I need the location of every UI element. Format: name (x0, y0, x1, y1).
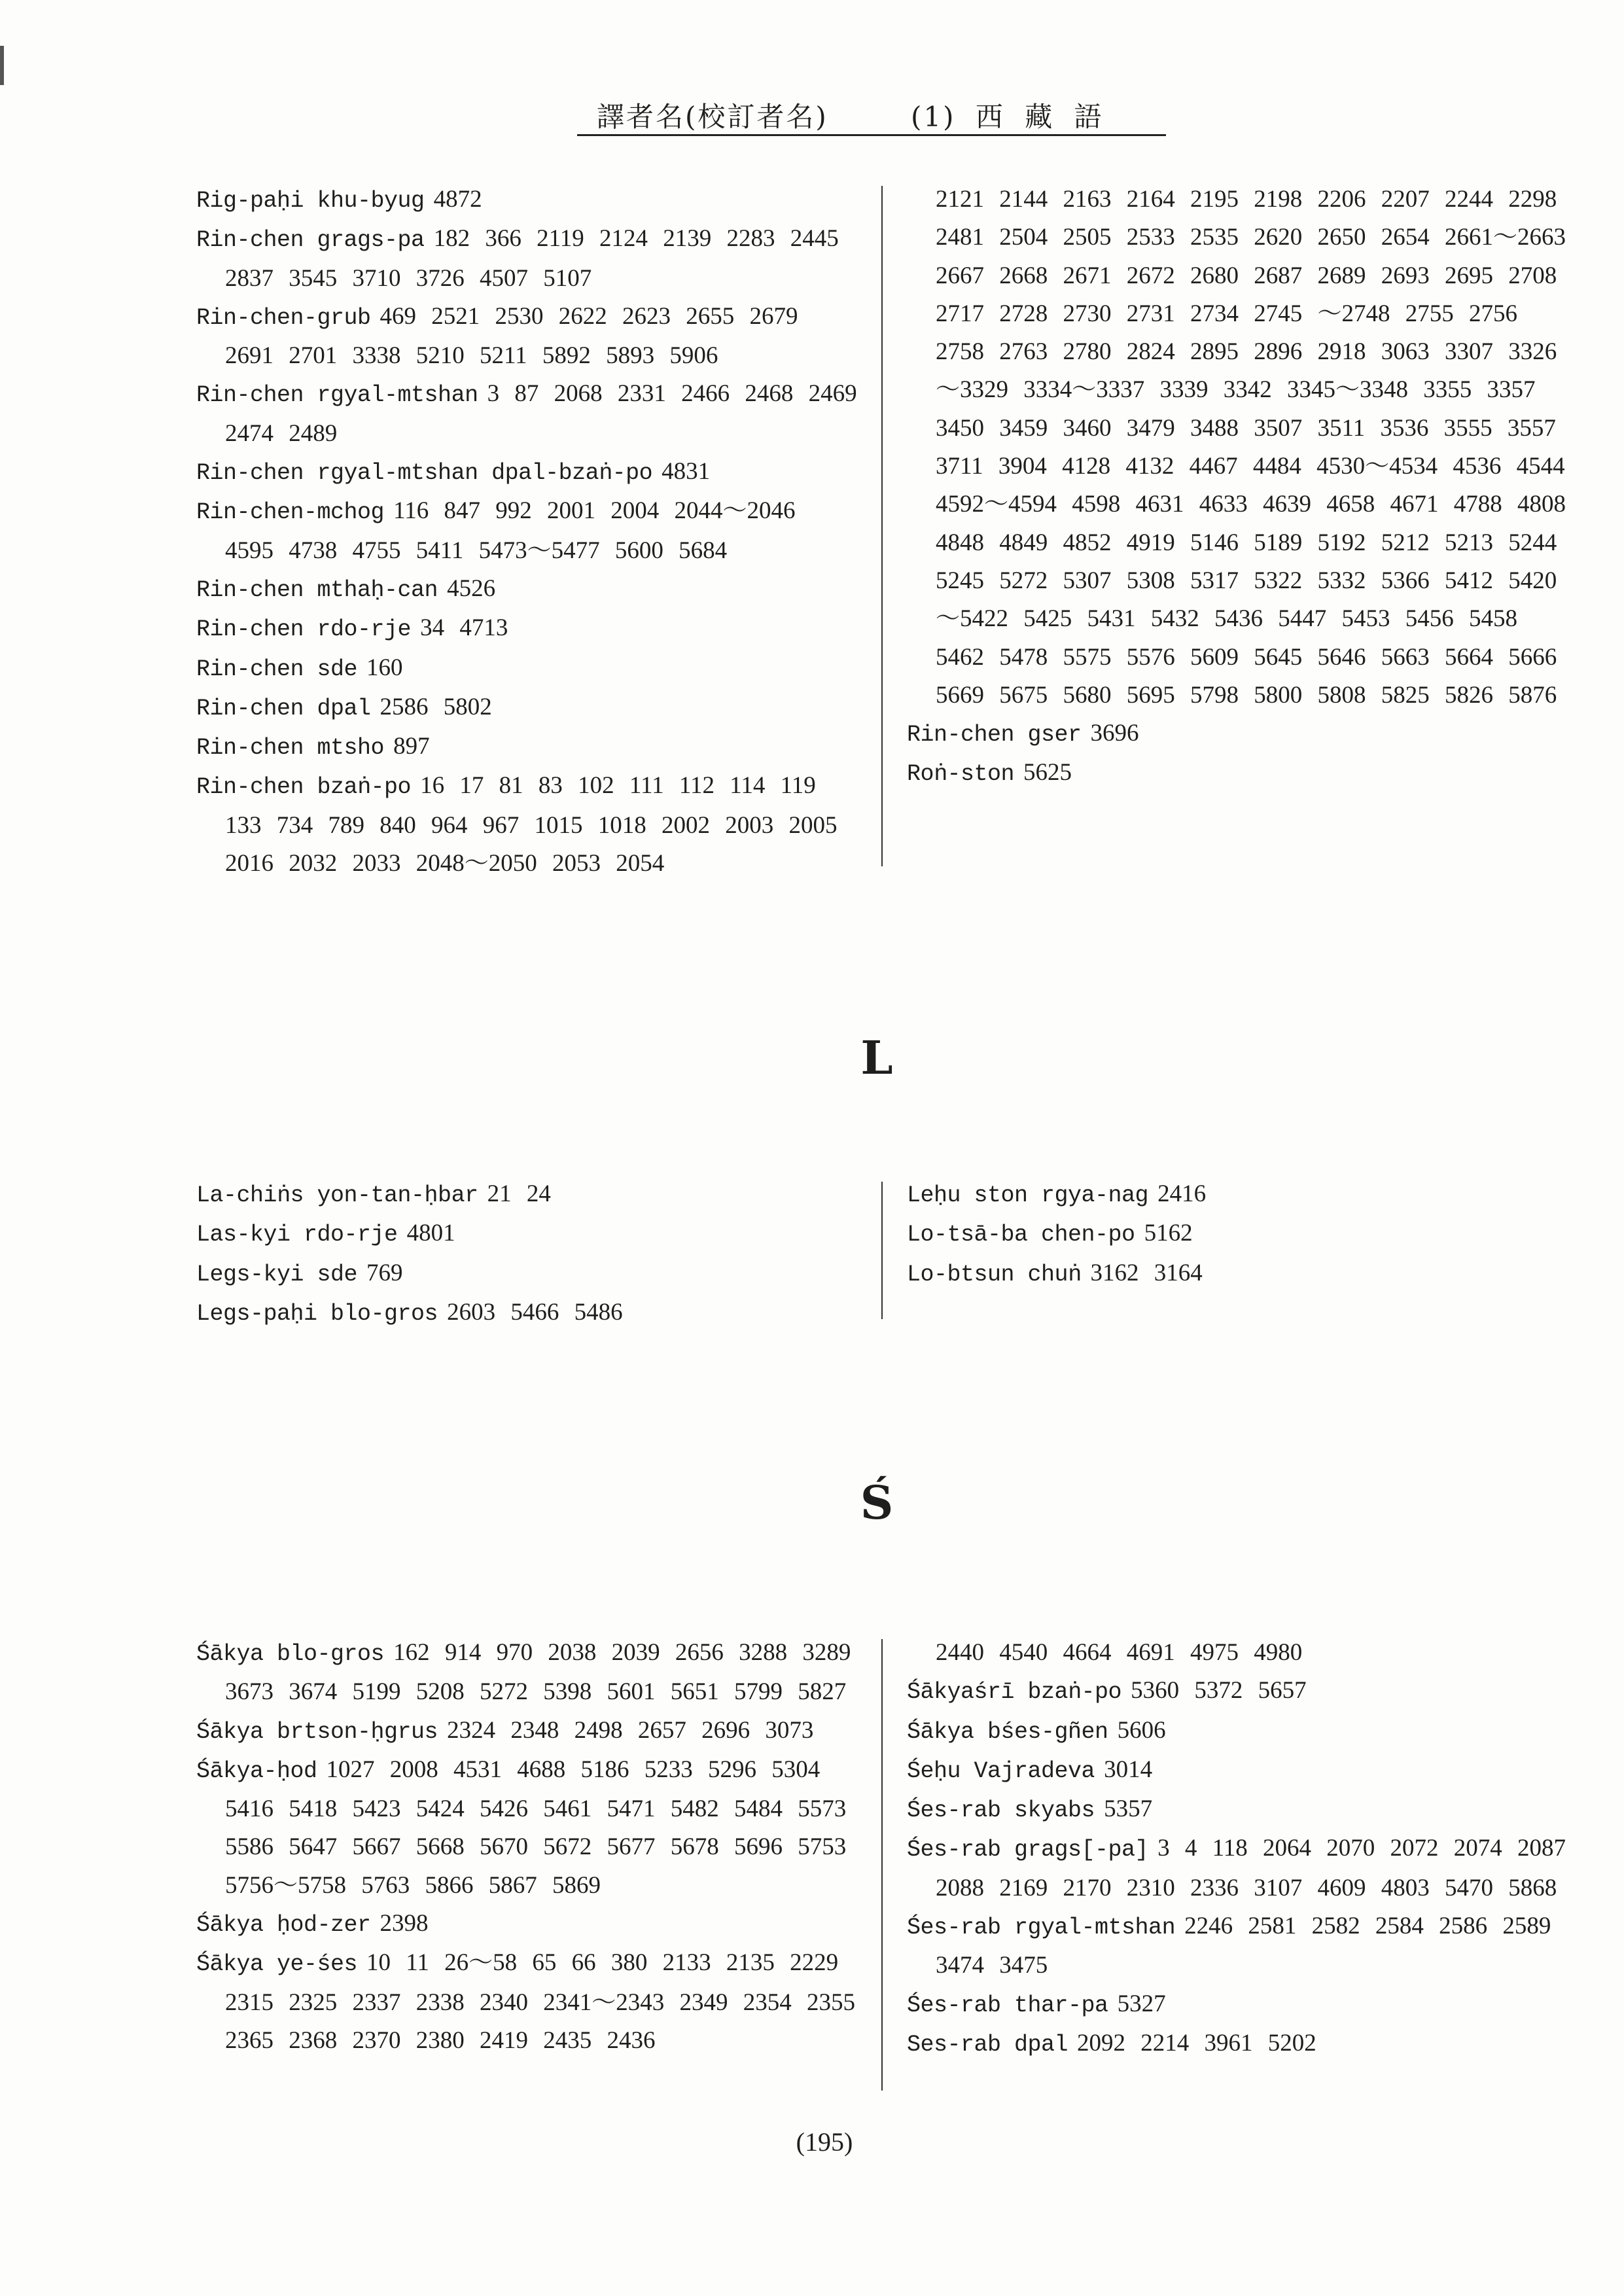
entry-list (196, 181, 857, 883)
text-numbers: 3696 (1090, 720, 1139, 747)
translator-name: Rig-paḥi khu-byug (196, 188, 425, 214)
text-numbers: 34 4713 (420, 614, 508, 642)
text-numbers: 5327 (1117, 1990, 1166, 2017)
translator-name: Ses-rab dpal (907, 2031, 1068, 2058)
s-column-divider (881, 1639, 883, 2091)
text-numbers: 897 (393, 733, 430, 760)
entry-list (907, 181, 1568, 794)
translator-name: Śākya ye-śes (196, 1951, 358, 1978)
translator-name: Leḥu ston rgya-nag (907, 1182, 1149, 1209)
translator-name: Śākya brtson-ḥgrus (196, 1718, 438, 1745)
s-left-column (196, 1634, 857, 2060)
translator-name: Las-kyi rdo-rje (196, 1222, 398, 1248)
translator-name: Legs-kyi sde (196, 1261, 358, 1288)
l-left-column (196, 1175, 857, 1333)
text-numbers: 2246 2581 2582 2584 2586 2589 3474 3475 (936, 1913, 1551, 1979)
text-numbers: 5162 (1144, 1220, 1193, 1247)
entry-list (196, 1175, 857, 1333)
text-numbers: 3 87 2068 2331 2466 2468 2469 2474 2489 (225, 380, 857, 447)
translator-name: Rin-chen sde (196, 656, 358, 682)
translator-name: Rin-chen dpal (196, 695, 371, 722)
text-numbers: 4526 (447, 574, 496, 602)
translator-name: Śākya blo-gros (196, 1641, 385, 1667)
header-title: 譯者名(校訂者名) (597, 101, 828, 133)
text-numbers: 5357 (1104, 1795, 1153, 1823)
translator-name: Rin-chen bzaṅ-po (196, 774, 412, 801)
l-column-divider (881, 1182, 883, 1319)
index-entry (907, 1214, 1568, 1254)
text-numbers: 5606 (1117, 1716, 1166, 1744)
text-numbers: 10 11 26～58 65 66 380 2133 2135 2229 2315 2325 2337 2338 2340 2341～2343 2349 2354 2355 2365 2368 2370 2380 2419 2435 2436 (225, 1949, 855, 2054)
index-entry (196, 767, 857, 883)
translator-name: Śes-rab thar-pa (907, 1992, 1108, 2019)
text-numbers: 469 2521 2530 2622 2623 2655 2679 2691 2701 3338 5210 5211 5892 5893 5906 (225, 302, 798, 370)
index-entry (907, 1790, 1568, 1829)
text-numbers: 3 4 118 2064 2070 2072 2074 2087 2088 2169 2170 2310 2336 3107 4609 4803 5470 5868 (936, 1835, 1566, 1901)
entry-list (196, 1634, 857, 2060)
index-entry (196, 1214, 857, 1254)
header-section: (1) 西 藏 語 (911, 101, 1104, 133)
text-numbers: 2121 2144 2163 2164 2195 2198 2206 2207 2244 2298 2481 2504 2505 2533 2535 2620 2650 2654 2661～2663 2667 2668 2671 2672 2680 2687 2689 2693 2695 2708 2717 2728 2730 2731 2734 2745 ～2748 2755 2756 2758 2763 2780 2824 2895 2896 2918 3063 3307 3326～3329 3334～3337 3339 3342 3345～3348 3355 3357 3450 3459 3460 3479 3488 3507 3511 3536 3555 3557 3711 3904 4128 4132 4467 4484 4530～4534 4536 4544 4592～4594 4598 4631 4633 4639 4658 4671 4788 4808 4848 4849 4852 4919 5146 5189 5192 5212 5213 5244 5245 5272 5307 5308 5317 5322 5332 5366 5412 5420～5422 5425 5431 5432 5436 5447 5453 5456 5458 5462 5478 5575 5576 5609 5645 5646 5663 5664 5666 5669 5675 5680 5695 5798 5800 5808 5825 5826 5876 (936, 186, 1566, 709)
translator-name: Lo-tsā-ba chen-po (907, 1222, 1135, 1248)
translator-name: Śākya bśes-gñen (907, 1718, 1108, 1745)
text-numbers: 2440 4540 4664 4691 4975 4980 (936, 1639, 1303, 1666)
page-number: (195) (796, 2127, 853, 2157)
text-numbers: 116 847 992 2001 2004 2044～2046 4595 4738 4755 5411 5473～5477 5600 5684 (225, 497, 796, 564)
index-entry (196, 570, 857, 609)
s-right-column (907, 1634, 1568, 2064)
translator-name: Legs-paḥi blo-gros (196, 1300, 438, 1327)
index-entry (196, 492, 857, 570)
translator-name: Rin-chen rdo-rje (196, 616, 412, 643)
text-numbers: 1027 2008 4531 4688 5186 5233 5296 5304 5416 5418 5423 5424 5426 5461 5471 5482 5484 5573 5586 5647 5667 5668 5670 5672 5677 5678 5696 5753 5756～5758 5763 5866 5867 5869 (225, 1756, 847, 1899)
r-right-column (907, 181, 1568, 794)
index-entry (196, 609, 857, 648)
index-entry (196, 1712, 857, 1751)
index-entry (907, 754, 1568, 793)
translator-name: Rin-chen-grub (196, 304, 371, 331)
text-numbers: 5625 (1023, 759, 1072, 786)
index-entry (196, 1944, 857, 2060)
text-numbers: 160 (366, 654, 403, 681)
translator-name: Rin-chen mthaḥ-can (196, 576, 438, 603)
translator-name: Śākya-ḥod (196, 1757, 317, 1784)
index-entry (907, 1672, 1568, 1711)
index-entry (196, 1751, 857, 1905)
index-entry (907, 2024, 1568, 2064)
translator-name: Rin-chen rgyal-mtshan dpal-bzaṅ-po (196, 460, 653, 487)
index-entry (907, 1254, 1568, 1294)
text-numbers: 2092 2214 3961 5202 (1077, 2029, 1316, 2057)
translator-name: La-chiṅs yon-tan-ḥbar (196, 1182, 478, 1209)
translator-name: Rin-chen rgyal-mtshan (196, 382, 478, 409)
translator-name: Śākya ḥod-zer (196, 1912, 371, 1939)
index-entry (196, 1254, 857, 1294)
translator-name: Śākyaśrī bzaṅ-po (907, 1679, 1122, 1706)
index-entry (196, 688, 857, 728)
index-entry (196, 1634, 857, 1712)
index-entry (196, 453, 857, 492)
translator-name: Rin-chen mtsho (196, 735, 385, 762)
entry-list (907, 1634, 1568, 2064)
translator-name: Rin-chen-mchog (196, 499, 385, 526)
text-numbers: 4801 (406, 1220, 455, 1247)
index-entry (907, 1712, 1568, 1751)
section-heading-l: L (860, 1031, 893, 1085)
text-numbers: 21 24 (487, 1180, 551, 1207)
translator-name: Śes-rab skyabs (907, 1797, 1095, 1824)
index-entry (196, 1294, 857, 1333)
index-entry-continuation (907, 1634, 1568, 1672)
index-entry (196, 181, 857, 220)
index-entry (907, 1175, 1568, 1214)
index-entry-continuation (907, 181, 1568, 715)
text-numbers: 182 366 2119 2124 2139 2283 2445 2837 3545 3710 3726 4507 5107 (225, 225, 839, 292)
index-entry (196, 375, 857, 453)
text-numbers: 4872 (433, 186, 482, 213)
translator-name: Rin-chen gser (907, 722, 1082, 749)
index-entry (196, 1175, 857, 1214)
text-numbers: 2324 2348 2498 2657 2696 3073 (447, 1716, 814, 1744)
translator-name: Śes-rab grags[-pa] (907, 1837, 1149, 1863)
index-entry (907, 1907, 1568, 1985)
translator-name: Lo-btsun chuṅ (907, 1261, 1082, 1288)
l-right-column (907, 1175, 1568, 1294)
running-header (577, 90, 1166, 136)
text-numbers: 4831 (662, 458, 711, 486)
text-numbers: 16 17 81 83 102 111 112 114 119 133 734 789 840 964 967 1015 1018 2002 2003 2005 2016 2032 2033 2048～2050 2053 2054 (225, 772, 838, 877)
text-numbers: 162 914 970 2038 2039 2656 3288 3289 3673 3674 5199 5208 5272 5398 5601 5651 5799 5827 (225, 1639, 851, 1706)
translator-name: Śeḥu Vajradeva (907, 1757, 1095, 1784)
index-entry (907, 1751, 1568, 1790)
text-numbers: 2586 5802 (380, 693, 492, 720)
r-column-divider (881, 186, 883, 866)
section-heading-s: Ś (860, 1475, 894, 1530)
index-entry (907, 1829, 1568, 1907)
index-entry (196, 728, 857, 767)
translator-name: Rin-chen grags-pa (196, 227, 425, 254)
text-numbers: 2416 (1157, 1180, 1207, 1207)
translator-name: Roṅ-ston (907, 761, 1015, 788)
text-numbers: 2603 5466 5486 (447, 1298, 623, 1326)
text-numbers: 2398 (380, 1910, 429, 1937)
header-rule (577, 134, 1166, 136)
index-entry (196, 220, 857, 298)
index-entry (196, 298, 857, 376)
translator-name: Śes-rab rgyal-mtshan (907, 1915, 1176, 1941)
scan-margin-mark (0, 46, 4, 85)
r-left-column (196, 181, 857, 883)
text-numbers: 5360 5372 5657 (1131, 1677, 1307, 1704)
entry-list (907, 1175, 1568, 1294)
text-numbers: 3162 3164 (1090, 1259, 1203, 1286)
index-entry (907, 1985, 1568, 2024)
index-entry (196, 649, 857, 688)
index-entry (196, 1905, 857, 1944)
text-numbers: 769 (366, 1259, 403, 1286)
text-numbers: 3014 (1104, 1756, 1153, 1783)
index-entry (907, 715, 1568, 754)
